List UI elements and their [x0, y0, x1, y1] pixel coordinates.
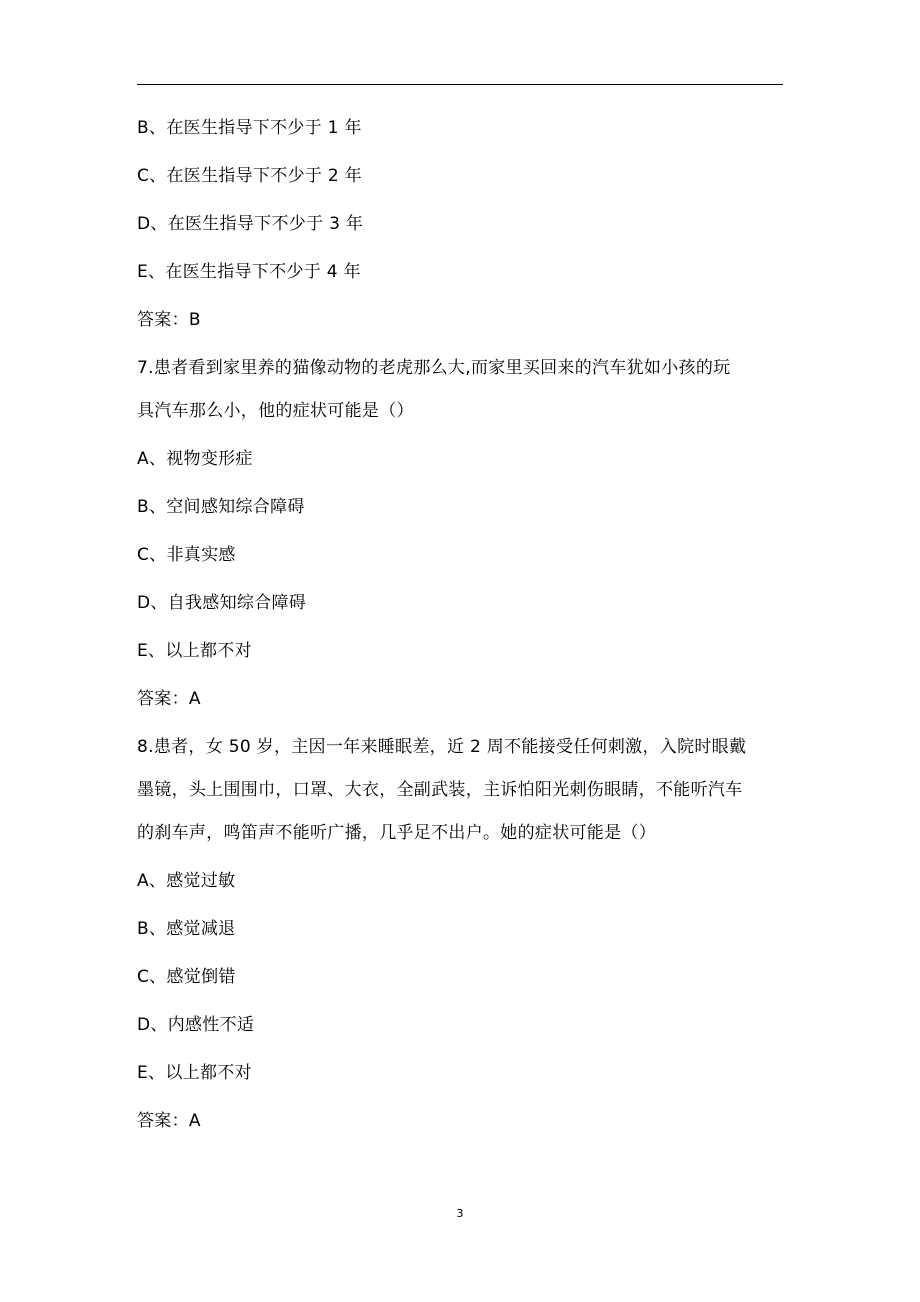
option-b-q6: B、在医生指导下不少于 1 年: [137, 118, 362, 138]
question-7-stem: [137, 356, 787, 423]
option-c-q8: C、感觉倒错: [137, 967, 236, 987]
question-8-stem-line-3: 的刹车声，鸣笛声不能听广播，几乎足不出户。她的症状可能是（）: [137, 823, 656, 843]
option-a-q7: A、视物变形症: [137, 449, 253, 469]
option-a-q8: A、感觉过敏: [137, 871, 236, 891]
page-number: 3: [456, 1207, 464, 1220]
option-d-q8: D、内感性不适: [137, 1015, 255, 1035]
answer-q6: 答案：B: [137, 310, 201, 330]
option-b-q7: B、空间感知综合障碍: [137, 497, 305, 517]
answer-q7: 答案：A: [137, 689, 201, 709]
option-d-q6: D、在医生指导下不少于 3 年: [137, 214, 364, 234]
option-e-q8: E、以上都不对: [137, 1063, 252, 1083]
option-b-q8: B、感觉减退: [137, 919, 236, 939]
option-e-q6: E、在医生指导下不少于 4 年: [137, 262, 361, 282]
option-c-q6: C、在医生指导下不少于 2 年: [137, 166, 362, 186]
question-7-stem-line-2: 具汽车那么小，他的症状可能是（）: [137, 401, 414, 421]
option-c-q7: C、非真实感: [137, 545, 236, 565]
question-7-stem-line-1: 7.患者看到家里养的猫像动物的老虎那么大,而家里买回来的汽车犹如小孩的玩: [137, 358, 731, 378]
header-rule: [137, 84, 783, 85]
answer-q8: 答案：A: [137, 1111, 201, 1131]
option-d-q7: D、自我感知综合障碍: [137, 593, 307, 613]
question-8-stem-line-2: 墨镜，头上围围巾，口罩、大衣，全副武装，主诉怕阳光刺伤眼睛，不能听汽车: [137, 780, 743, 800]
question-8-stem: [137, 735, 787, 845]
page-content: [137, 116, 787, 1157]
option-e-q7: E、以上都不对: [137, 641, 252, 661]
question-8-stem-line-1: 8.患者，女 50 岁，主因一年来睡眠差，近 2 周不能接受任何刺激，入院时眼戴: [137, 737, 747, 757]
